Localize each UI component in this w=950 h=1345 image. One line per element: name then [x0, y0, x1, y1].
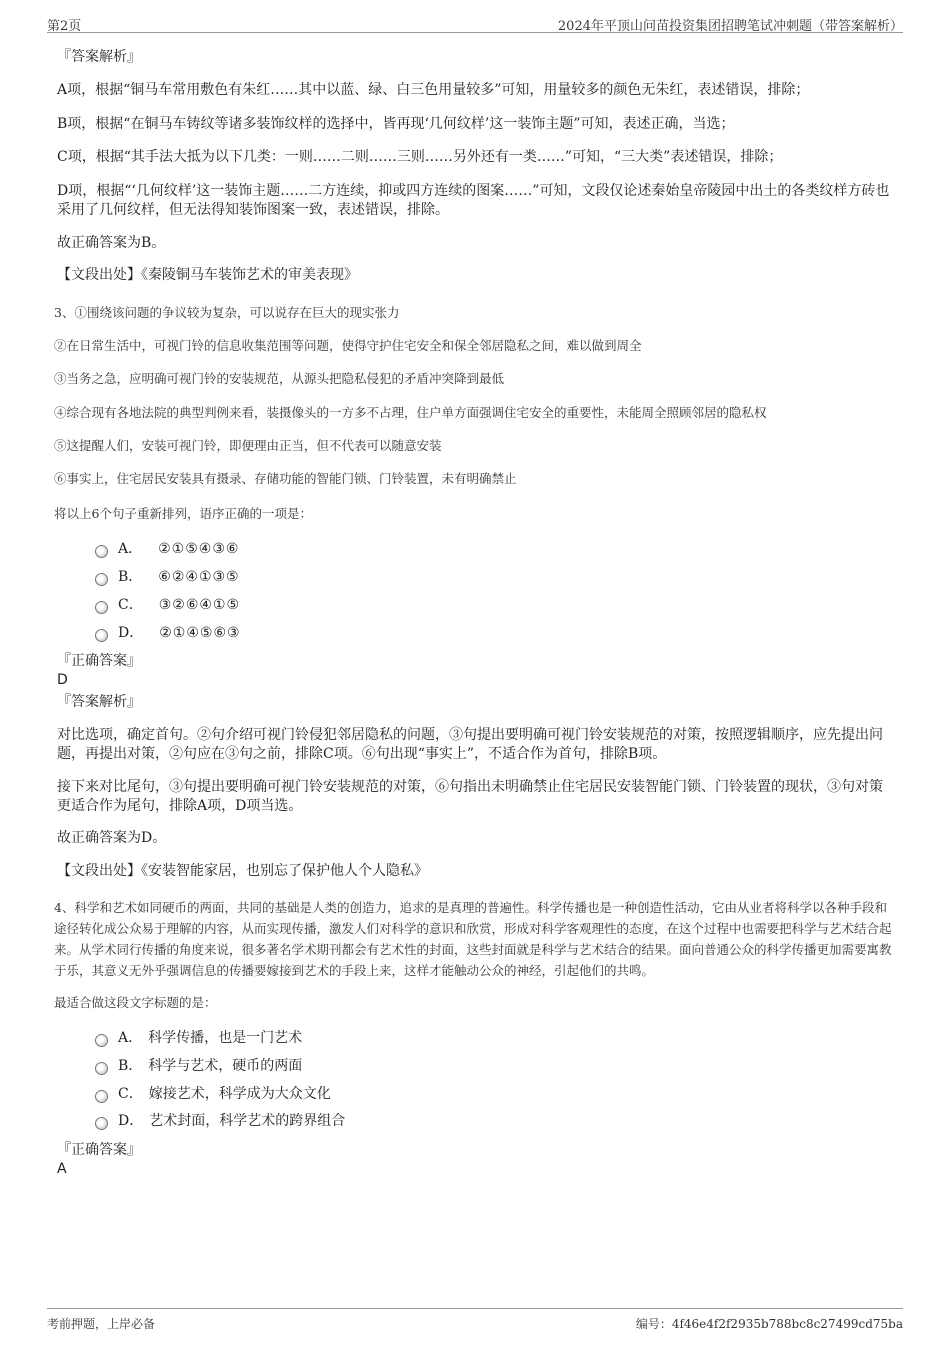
option-text: ③②⑥④①⑤ — [158, 597, 241, 613]
option-text: ②①④⑤⑥③ — [159, 625, 241, 641]
footer-code: 编号：4f46e4f2f2935b788bc8c27499cd75ba — [635, 1317, 903, 1331]
radio-icon[interactable] — [95, 1034, 108, 1047]
radio-icon[interactable] — [95, 573, 108, 586]
option-text: 嫁接艺术，科学成为大众文化 — [148, 1086, 331, 1102]
q4-option-c[interactable] — [95, 1084, 331, 1104]
q3-sentence-5: ⑤这提醒人们，安装可视门铃，即便理由正当，但不代表可以随意安装 — [54, 438, 442, 453]
option-letter: D． — [118, 1113, 144, 1129]
footer-slogan: 考前押题，上岸必备 — [47, 1317, 156, 1331]
option-letter: B． — [118, 569, 143, 585]
q3-option-c[interactable] — [95, 595, 240, 615]
q3-option-d[interactable] — [95, 623, 241, 643]
page-number: 第2页 — [47, 19, 82, 34]
option-letter: C． — [118, 1086, 143, 1102]
option-text: 科学传播，也是一门艺术 — [148, 1030, 303, 1046]
q3-conclusion: 故正确答案为D。 — [57, 830, 167, 846]
q3-prompt: 将以上6个句子重新排列，语序正确的一项是： — [54, 506, 312, 521]
q3-option-a[interactable] — [95, 539, 239, 559]
option-letter: C． — [118, 597, 143, 613]
option-text: 艺术封面，科学艺术的跨界组合 — [149, 1113, 346, 1129]
q3-analysis-2: 接下来对比尾句，③句提出要明确可视门铃安装规范的对策，⑥句指出未明确禁止住宅居民安装智能门锁、门铃装置的现状，③句对策更适合作为尾句，排除A项，D项当选。 — [57, 779, 883, 814]
page-header — [47, 12, 903, 33]
q4-answer: A — [57, 1161, 67, 1177]
page-footer — [47, 1308, 903, 1331]
q2-source: 【文段出处】《秦陵铜马车装饰艺术的审美表现》 — [57, 267, 358, 283]
q4-option-a[interactable] — [95, 1028, 302, 1048]
q4-answer-label: 『正确答案』 — [57, 1142, 141, 1158]
q3-answer: D — [57, 672, 68, 688]
q2-analysis-a: A项，根据“铜马车常用敷色有朱红……其中以蓝、绿、白三色用量较多”可知，用量较多的颜色无朱红，表述错误，排除； — [57, 82, 810, 98]
q3-sentence-6: ⑥事实上，住宅居民安装具有摄录、存储功能的智能门锁、门铃装置，未有明确禁止 — [54, 471, 517, 486]
option-letter: D． — [118, 625, 144, 641]
q4-option-d[interactable] — [95, 1111, 345, 1131]
q3-analysis-1: 对比选项，确定首句。②句介绍可视门铃侵犯邻居隐私的问题，③句提出要明确可视门铃安装规范的对策，按照逻辑顺序，应先提出问题，再提出对策，②句应在③句之前，排除C项。⑥句出现“事实上”，不适合作为首句，排除B项。 — [57, 727, 883, 762]
option-letter: A． — [118, 1030, 143, 1046]
option-text: 科学与艺术，硬币的两面 — [148, 1058, 303, 1074]
q2-analysis-b: B项，根据“在铜马车铸纹等诸多装饰纹样的选择中，皆再现‘几何纹样’这一装饰主题”可知，表述正确，当选； — [57, 116, 735, 132]
q4-stem: 4、科学和艺术如同硬币的两面，共同的基础是人类的创造力，追求的是真理的普遍性。科学传播也是一种创造性活动，它由从业者将科学以各种手段和途径转化成公众易于理解的内容，从而实现传播，激发人们对科学的意识和欣赏，形成对科学客观理性的态度，在这个过程中也需要把科学与艺术结合起来。从学术同行传播的角度来说，很多著名学术期刊都会有艺术性的封面，这些封面就是科学与艺术结合的结果。面向普通公众的科学传播更加需要寓教于乐，其意义无外乎强调信息的传播要嫁接到艺术的手段上来，这样才能触动公众的神经，引起他们的共鸣。 — [54, 900, 892, 978]
option-letter: A． — [118, 541, 143, 557]
q3-source: 【文段出处】《安装智能家居，也别忘了保护他人个人隐私》 — [57, 863, 428, 879]
option-text: ②①⑤④③⑥ — [158, 541, 240, 557]
q2-analysis-d: D项，根据“‘几何纹样’这一装饰主题……二方连续，抑或四方连续的图案……”可知，文段仅论述秦始皇帝陵园中出土的各类纹样方砖也采用了几何纹样，但无法得知装饰图案一致，表述错误，排除。 — [57, 183, 890, 218]
q3-sentence-4: ④综合现有各地法院的典型判例来看，装摄像头的一方多不占理，住户单方面强调住宅安全的重要性，未能周全照顾邻居的隐私权 — [54, 405, 767, 420]
q3-sentence-3: ③当务之急，应明确可视门铃的安装规范，从源头把隐私侵犯的矛盾冲突降到最低 — [54, 371, 505, 386]
q2-analysis-c: C项，根据“其手法大抵为以下几类：一则……二则……三则……另外还有一类……”可知，“三大类”表述错误，排除； — [57, 149, 783, 165]
radio-icon[interactable] — [95, 601, 108, 614]
q3-sentence-1: 3、①围绕该问题的争议较为复杂，可以说存在巨大的现实张力 — [54, 305, 400, 320]
q3-option-b[interactable] — [95, 567, 240, 587]
radio-icon[interactable] — [95, 629, 108, 642]
radio-icon[interactable] — [95, 1117, 108, 1130]
q2-conclusion: 故正确答案为B。 — [57, 235, 166, 251]
q3-answer-label: 『正确答案』 — [57, 653, 141, 669]
q4-prompt: 最适合做这段文字标题的是： — [54, 995, 217, 1010]
q4-option-b[interactable] — [95, 1056, 302, 1076]
document-title: 2024年平顶山问苗投资集团招聘笔试冲刺题（带答案解析） — [557, 19, 903, 34]
option-text: ⑥②④①③⑤ — [158, 569, 240, 585]
radio-icon[interactable] — [95, 1090, 108, 1103]
q3-analysis-label: 『答案解析』 — [57, 694, 141, 710]
radio-icon[interactable] — [95, 545, 108, 558]
option-letter: B． — [118, 1058, 143, 1074]
q3-sentence-2: ②在日常生活中，可视门铃的信息收集范围等问题，使得守护住宅安全和保全邻居隐私之间，难以做到周全 — [54, 338, 642, 353]
radio-icon[interactable] — [95, 1062, 108, 1075]
q2-analysis-label: 『答案解析』 — [57, 49, 141, 65]
